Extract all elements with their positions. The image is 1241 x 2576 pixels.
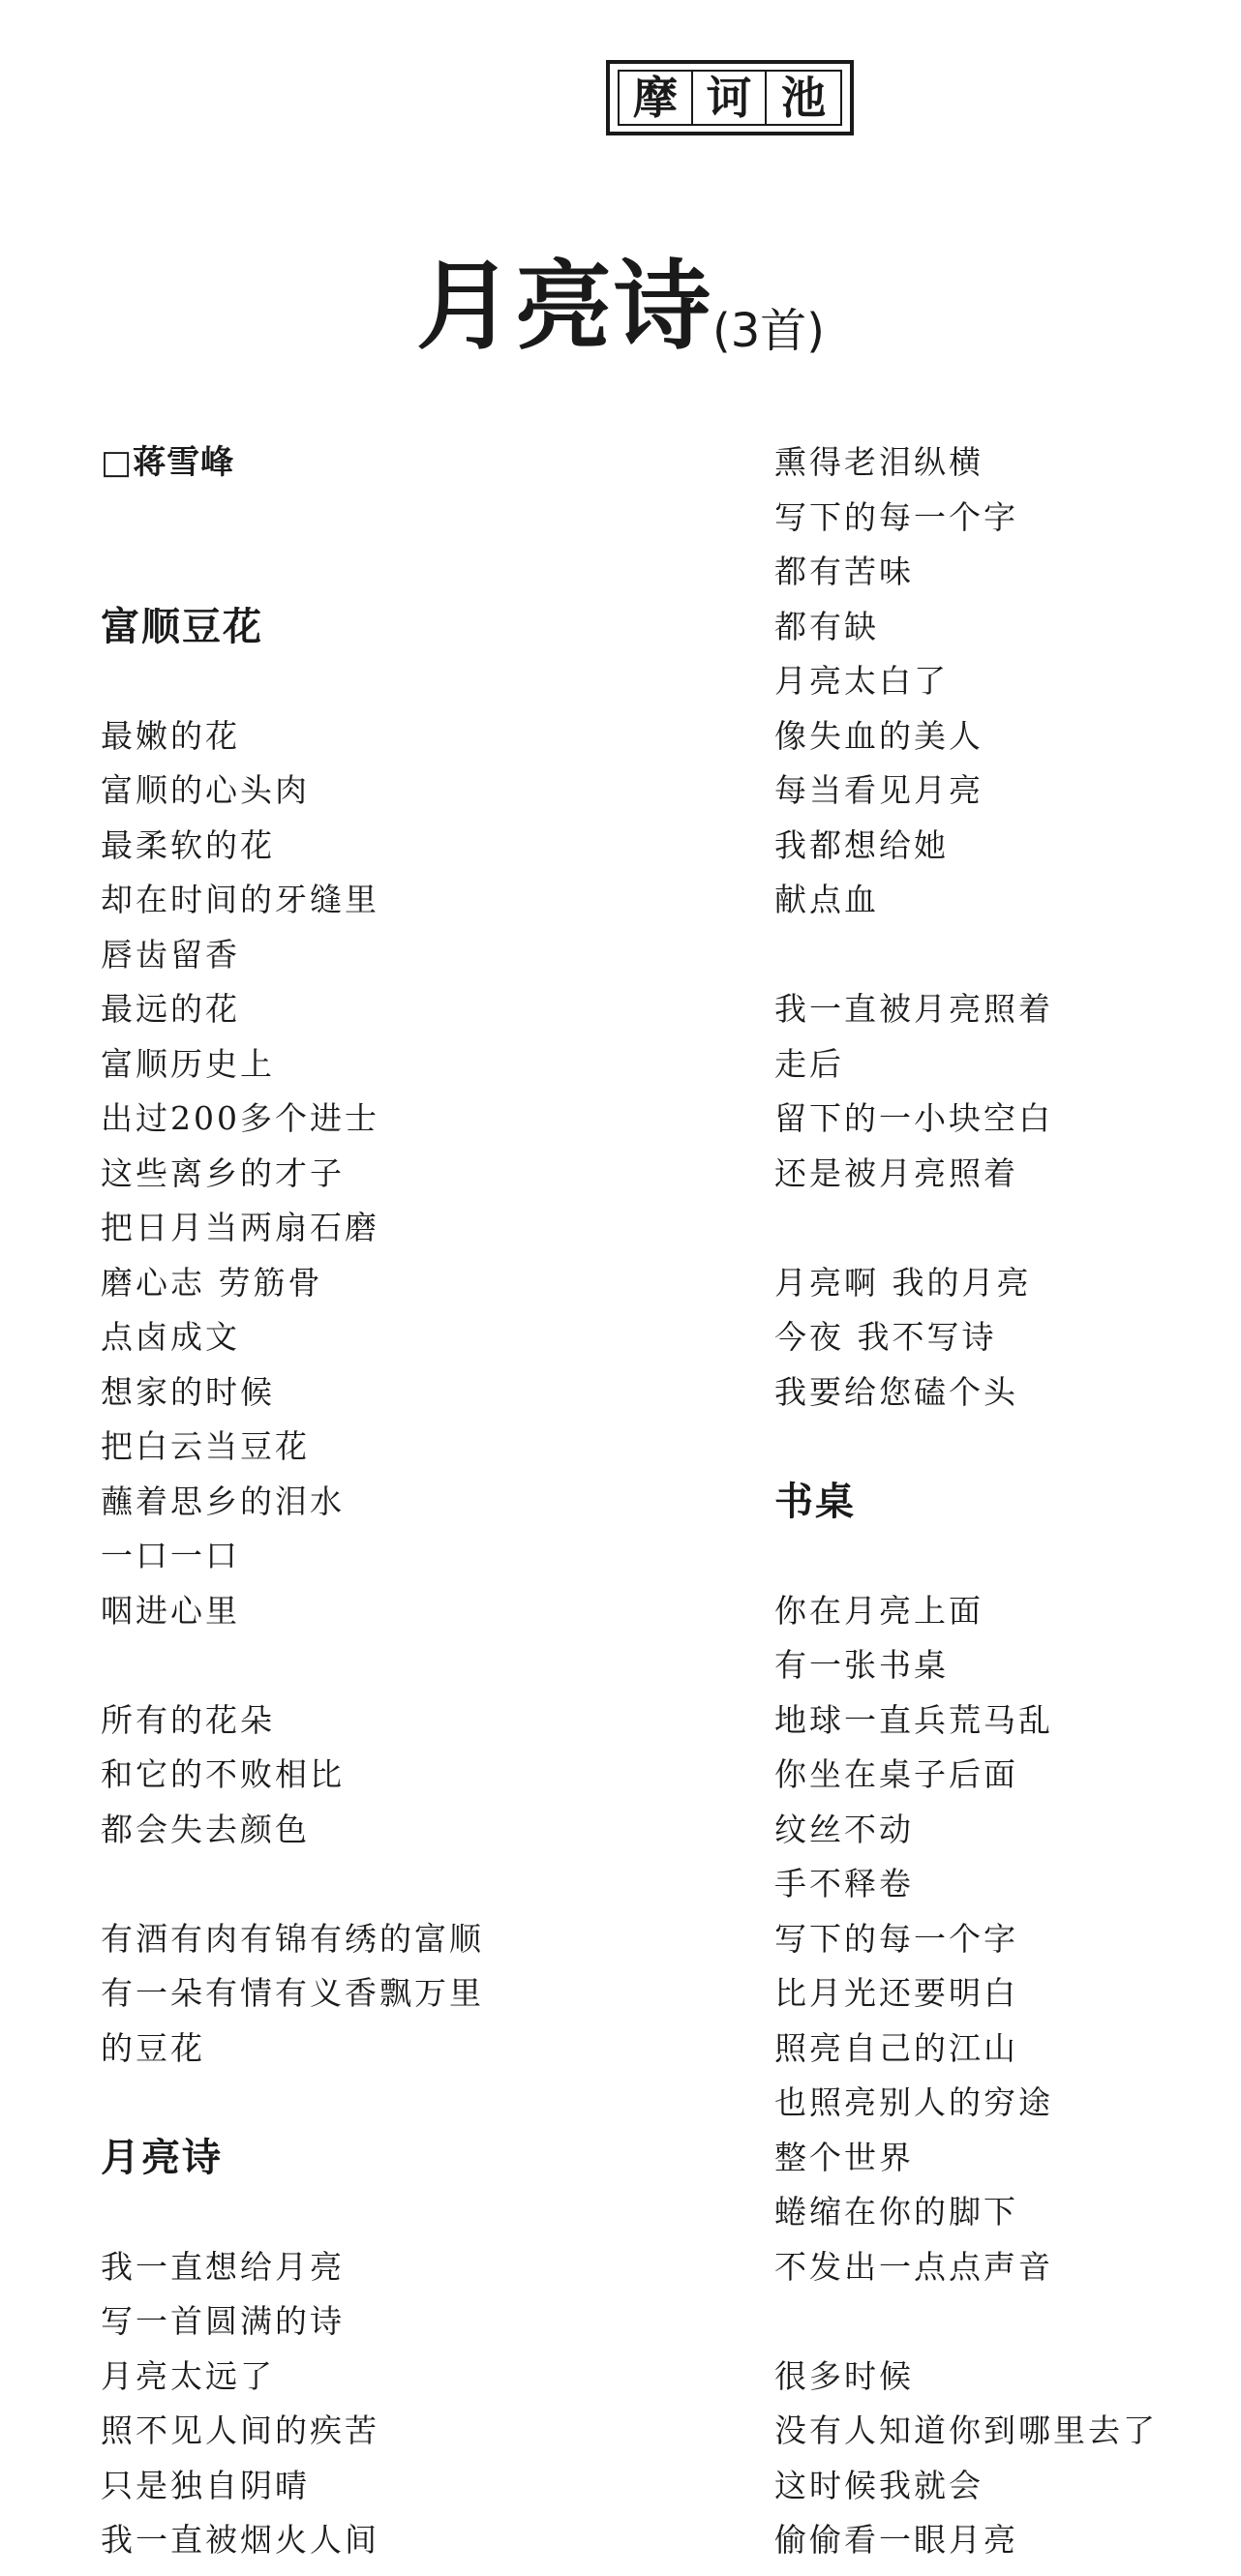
poem-line: 比月光还要明白 (774, 1974, 1018, 2012)
poem-line: 没有人知道你到哪里去了 (774, 2411, 1158, 2449)
poem-line: 留下的一小块空白 (774, 1099, 1053, 1137)
poem-line: 纹丝不动 (774, 1810, 914, 1848)
poem-line: 我一直被月亮照着 (774, 990, 1053, 1028)
poem-line: 只是独自阴晴 (101, 2466, 310, 2504)
poem-line: 咽进心里 (101, 1591, 240, 1630)
column-logo (606, 60, 854, 135)
poem-line: 出过200多个进士 (101, 1099, 379, 1137)
poem-line: 这时候我就会 (774, 2466, 984, 2504)
poem-line: 磨心志 劳筋骨 (101, 1263, 323, 1302)
poem-line: 这些离乡的才子 (101, 1153, 345, 1192)
poem-line: 每当看见月亮 (774, 771, 984, 809)
poem-line: 我都想给她 (774, 825, 949, 864)
poem-line: 富顺历史上 (101, 1044, 275, 1083)
poem-line: 偷偷看一眼月亮 (774, 2521, 1018, 2559)
poem-line: 富顺的心头肉 (101, 771, 310, 809)
poem-line: 地球一直兵荒马乱 (774, 1700, 1053, 1739)
poem-line: 唇齿留香 (101, 935, 240, 973)
poem-line: 的豆花 (101, 2028, 205, 2067)
page-title: 月亮诗 (416, 250, 712, 363)
column-char: 池 (781, 72, 826, 124)
poem-line: 整个世界 (774, 2138, 914, 2176)
poem-line: 有一朵有情有义香飘万里 (101, 1974, 484, 2012)
poem-line: 最柔软的花 (101, 825, 275, 864)
poem-line: 一口一口 (101, 1537, 240, 1574)
poem-line: 所有的花朵 (101, 1700, 275, 1739)
poem-line: 都有苦味 (774, 553, 914, 590)
poem-title: 富顺豆花 (101, 604, 263, 649)
poem-line: 照亮自己的江山 (774, 2028, 1018, 2067)
poem-line: 想家的时候 (101, 1372, 275, 1411)
poem-line: 写一首圆满的诗 (101, 2302, 345, 2340)
poem-line: 有一张书桌 (774, 1646, 949, 1684)
poem-line: 我一直被烟火人间 (101, 2521, 379, 2559)
poem-line: 走后 (774, 1044, 844, 1083)
poem-line: 我一直想给月亮 (101, 2247, 345, 2286)
left-column (101, 435, 701, 2568)
poem-line: 今夜 我不写诗 (774, 1318, 997, 1356)
column-logo-inner (618, 70, 842, 126)
poem-line: 不发出一点点声音 (774, 2247, 1053, 2286)
poem-line: 我要给您磕个头 (774, 1372, 1018, 1411)
poem-line: 熏得老泪纵横 (774, 443, 984, 481)
poem-line: 蘸着思乡的泪水 (101, 1482, 345, 1520)
poem-line: 蜷缩在你的脚下 (774, 2193, 1018, 2231)
poem-line: 点卤成文 (101, 1318, 240, 1356)
poem-line: 都有缺 (774, 607, 879, 645)
poem-line: 很多时候 (774, 2356, 914, 2395)
column-char: 摩 (620, 72, 693, 124)
poem-line: 你坐在桌子后面 (774, 1755, 1018, 1793)
poem-line: 像失血的美人 (774, 716, 984, 755)
poem-line: 都会失去颜色 (101, 1810, 310, 1848)
poem-line: 手不释卷 (774, 1865, 914, 1902)
poem-line: 写下的每一个字 (774, 1919, 1018, 1958)
poem-line: 月亮太白了 (774, 662, 949, 700)
poem-line: 献点血 (774, 881, 879, 918)
poem-line: 最远的花 (101, 990, 240, 1028)
poem-line: 月亮太远了 (101, 2356, 275, 2395)
poem-line: 写下的每一个字 (774, 497, 1018, 536)
poem-title: 月亮诗 (101, 2135, 223, 2180)
poem-line: 还是被月亮照着 (774, 1153, 1018, 1192)
poem-line: 却在时间的牙缝里 (101, 881, 379, 918)
poem-line: 最嫩的花 (101, 716, 240, 755)
poem-count: (3首) (712, 304, 825, 358)
poem-line: 和它的不败相比 (101, 1755, 345, 1793)
poem-line: 月亮啊 我的月亮 (774, 1263, 1032, 1302)
poem-line: 把白云当豆花 (101, 1427, 310, 1465)
poem-line: 照不见人间的疾苦 (101, 2411, 379, 2449)
poem-line: 你在月亮上面 (774, 1591, 984, 1630)
right-column (774, 435, 1241, 2568)
poem-line: 有酒有肉有锦有绣的富顺 (101, 1919, 484, 1958)
poem-line: 把日月当两扇石磨 (101, 1209, 379, 1246)
poem-title: 书桌 (774, 1479, 856, 1524)
author-name: □蒋雪峰 (101, 443, 235, 482)
page-title-row (0, 228, 1241, 368)
column-char: 诃 (693, 72, 767, 124)
poem-line: 也照亮别人的穷途 (774, 2083, 1053, 2121)
